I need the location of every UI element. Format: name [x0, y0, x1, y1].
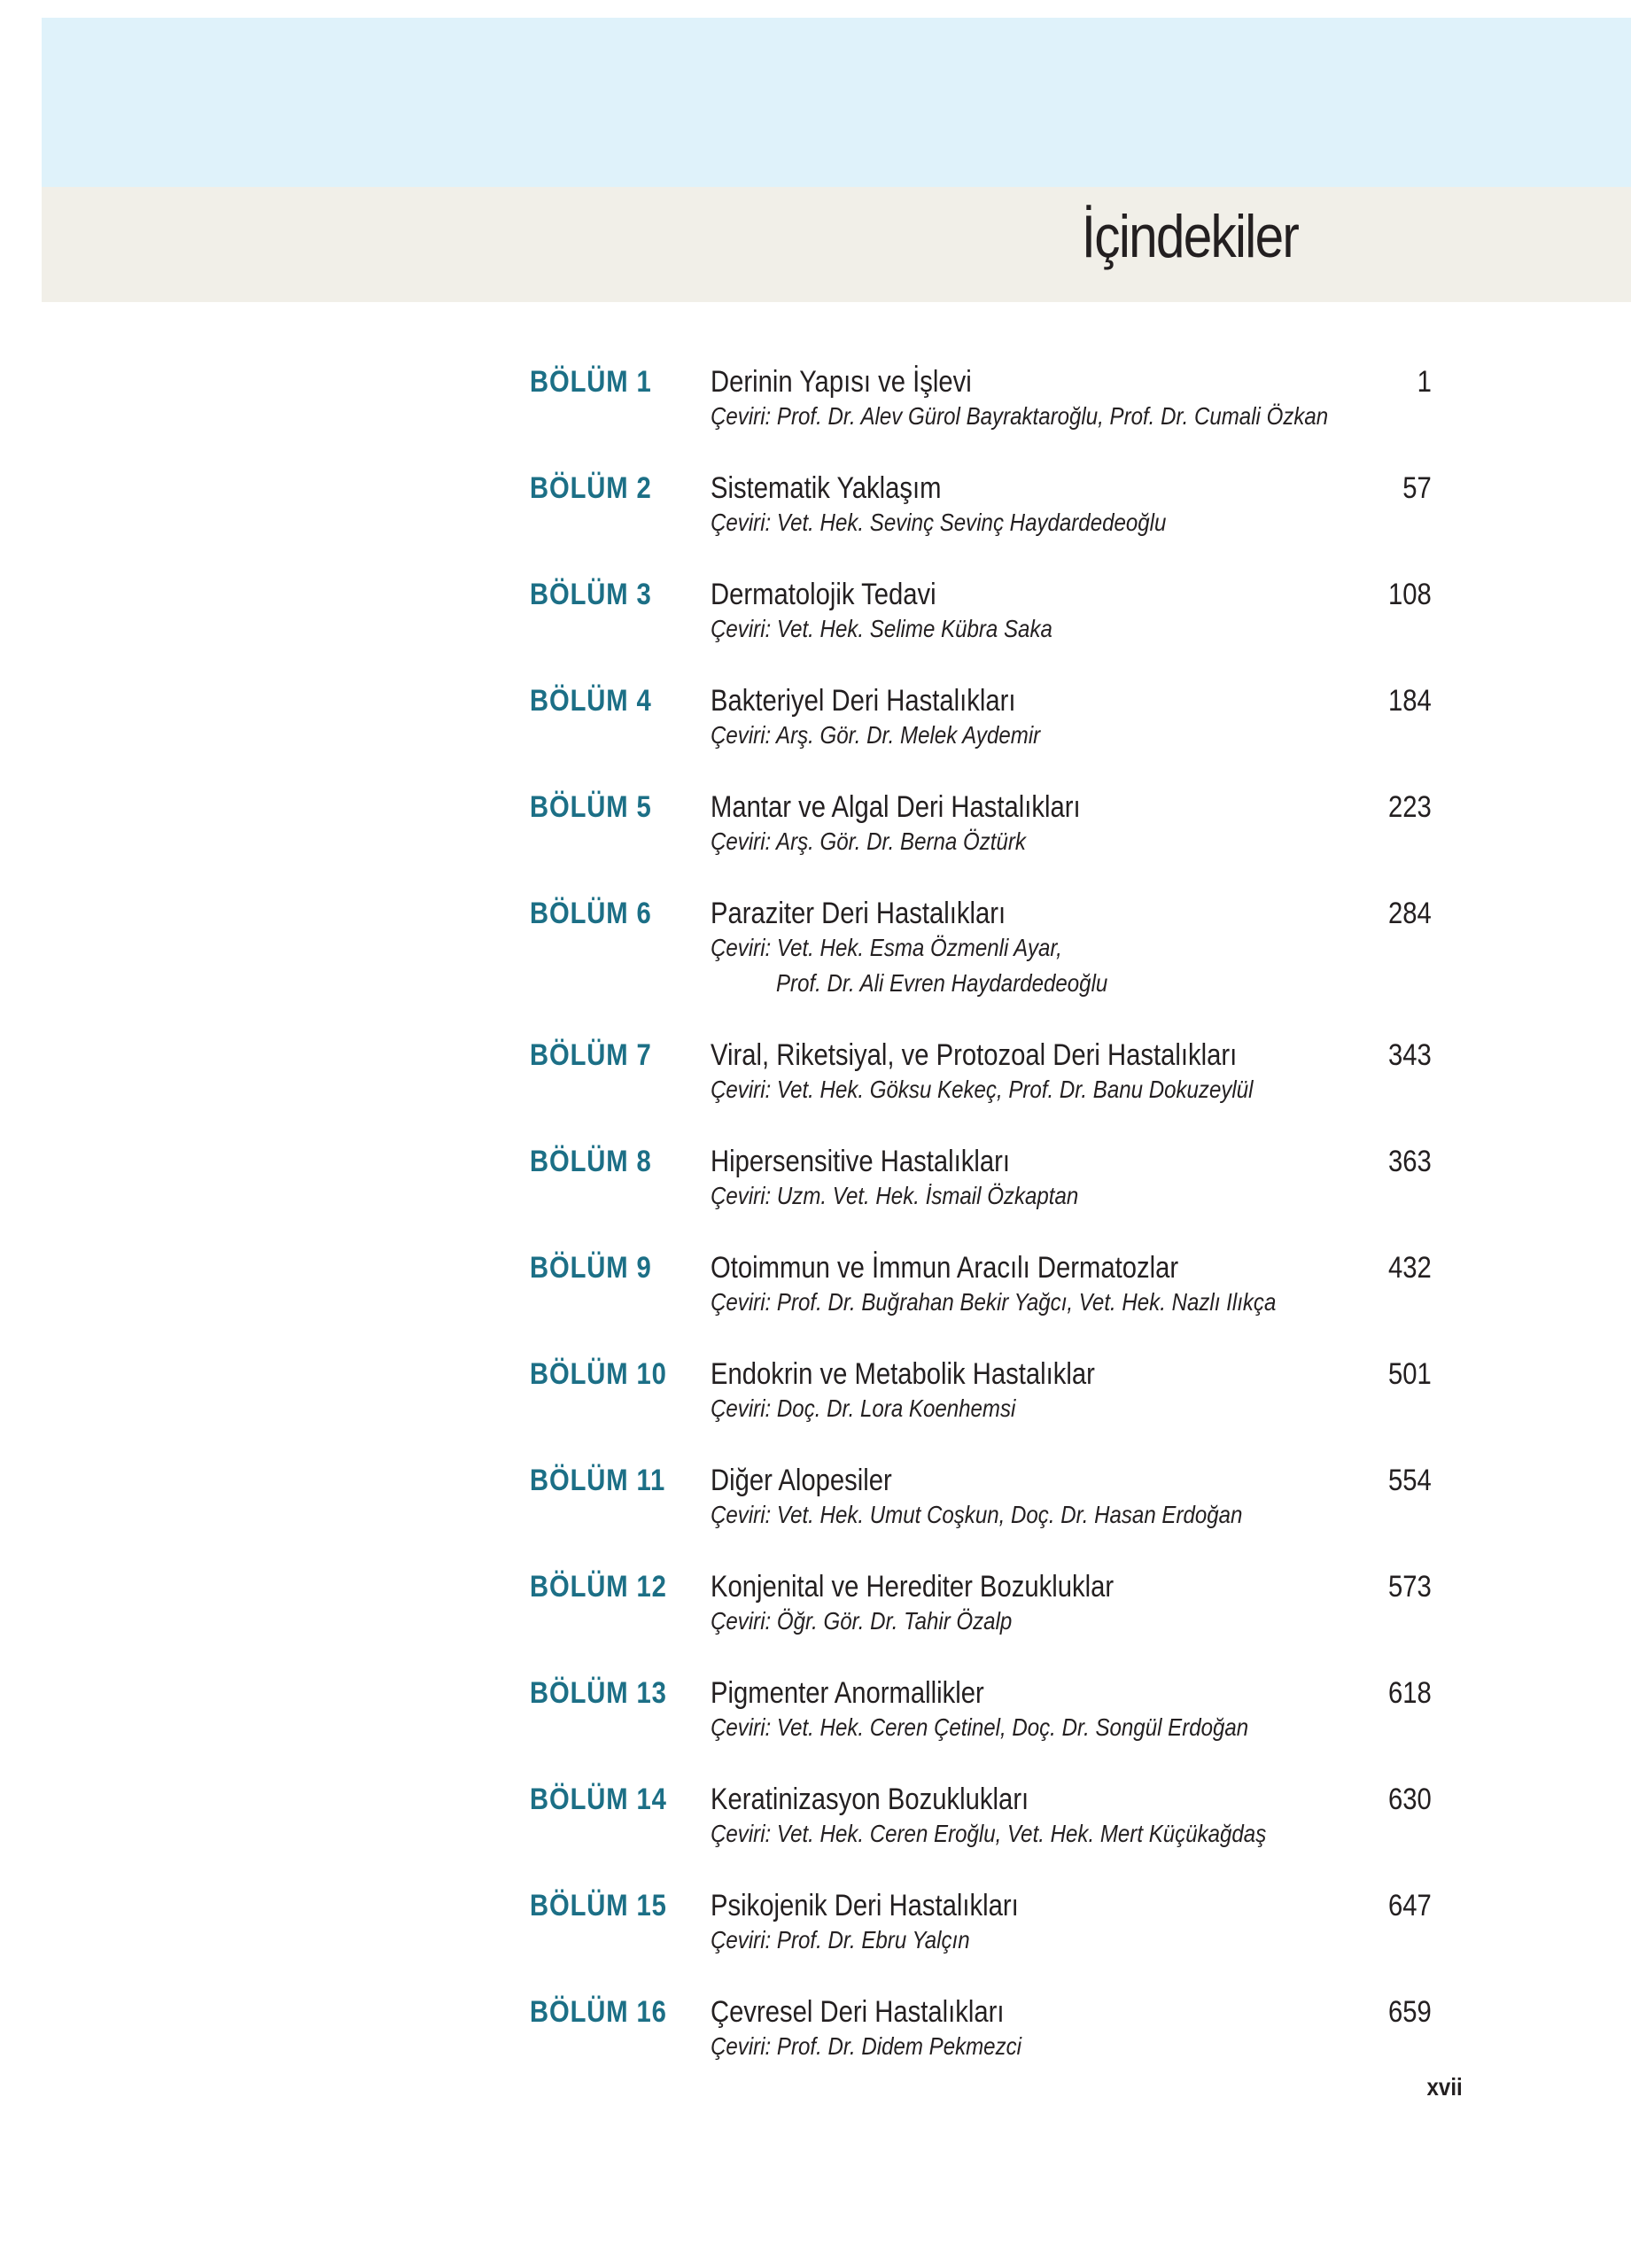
chapter-translator: Çeviri: Prof. Dr. Alev Gürol Bayraktaroğlu, Prof. Dr. Cumali Özkan [711, 402, 1329, 430]
chapter-page-number: 343 [1388, 1038, 1432, 1072]
chapter-title: Endokrin ve Metabolik Hastalıklar [711, 1357, 1095, 1391]
chapter-title: Otoimmun ve İmmun Aracılı Dermatozlar [711, 1251, 1179, 1285]
chapter-page-number: 501 [1388, 1357, 1432, 1391]
chapter-page-number: 554 [1388, 1464, 1432, 1497]
chapter-page-number: 1 [1417, 365, 1432, 399]
chapter-title: Mantar ve Algal Deri Hastalıkları [711, 790, 1081, 824]
chapter-label: BÖLÜM 11 [530, 1464, 666, 1497]
chapter-page-number: 630 [1388, 1783, 1432, 1816]
chapter-label: BÖLÜM 14 [530, 1783, 667, 1816]
chapter-label: BÖLÜM 4 [530, 684, 652, 718]
page-number: xvii [1426, 2073, 1463, 2101]
chapter-translator: Çeviri: Vet. Hek. Umut Coşkun, Doç. Dr. Hasan Erdoğan [711, 1501, 1243, 1528]
chapter-title: Diğer Alopesiler [711, 1464, 892, 1497]
chapter-translator: Çeviri: Prof. Dr. Didem Pekmezci [711, 2032, 1022, 2060]
chapter-title: Konjenital ve Herediter Bozukluklar [711, 1570, 1115, 1604]
chapter-label: BÖLÜM 3 [530, 578, 652, 611]
chapter-label: BÖLÜM 16 [530, 1995, 667, 2029]
chapter-title: Bakteriyel Deri Hastalıkları [711, 684, 1016, 718]
chapter-page-number: 659 [1388, 1995, 1432, 2029]
chapter-page-number: 223 [1388, 790, 1432, 824]
chapter-translator: Çeviri: Doç. Dr. Lora Koenhemsi [711, 1394, 1016, 1422]
chapter-translator: Çeviri: Arş. Gör. Dr. Melek Aydemir [711, 721, 1041, 749]
chapter-translator: Çeviri: Vet. Hek. Ceren Çetinel, Doç. Dr. Songül Erdoğan [711, 1713, 1249, 1741]
chapter-translator: Çeviri: Öğr. Gör. Dr. Tahir Özalp [711, 1607, 1013, 1635]
page-title: İçindekiler [1081, 203, 1298, 270]
chapter-translator: Prof. Dr. Ali Evren Haydardedeoğlu [776, 969, 1108, 997]
header-title-band [42, 187, 1631, 302]
chapter-page-number: 432 [1388, 1251, 1432, 1285]
chapter-page-number: 363 [1388, 1145, 1432, 1178]
chapter-title: Derinin Yapısı ve İşlevi [711, 365, 972, 399]
chapter-label: BÖLÜM 5 [530, 790, 652, 824]
header-top-band [42, 18, 1631, 187]
chapter-translator: Çeviri: Vet. Hek. Selime Kübra Saka [711, 615, 1052, 642]
chapter-title: Dermatolojik Tedavi [711, 578, 936, 611]
chapter-title: Keratinizasyon Bozuklukları [711, 1783, 1029, 1816]
chapter-title: Psikojenik Deri Hastalıkları [711, 1889, 1019, 1922]
chapter-title: Paraziter Deri Hastalıkları [711, 897, 1006, 930]
chapter-translator: Çeviri: Arş. Gör. Dr. Berna Öztürk [711, 827, 1026, 855]
chapter-label: BÖLÜM 2 [530, 471, 652, 505]
chapter-translator: Çeviri: Vet. Hek. Göksu Kekeç, Prof. Dr. Banu Dokuzeylül [711, 1076, 1254, 1103]
chapter-title: Pigmenter Anormallikler [711, 1676, 984, 1710]
chapter-translator: Çeviri: Prof. Dr. Buğrahan Bekir Yağcı, Vet. Hek. Nazlı Ilıkça [711, 1288, 1277, 1316]
chapter-label: BÖLÜM 13 [530, 1676, 667, 1710]
chapter-page-number: 108 [1388, 578, 1432, 611]
chapter-label: BÖLÜM 6 [530, 897, 652, 930]
chapter-page-number: 184 [1388, 684, 1432, 718]
chapter-label: BÖLÜM 9 [530, 1251, 652, 1285]
chapter-label: BÖLÜM 1 [530, 365, 652, 399]
chapter-translator: Çeviri: Prof. Dr. Ebru Yalçın [711, 1926, 970, 1953]
chapter-page-number: 573 [1388, 1570, 1432, 1604]
chapter-label: BÖLÜM 12 [530, 1570, 667, 1604]
chapter-translator: Çeviri: Vet. Hek. Sevinç Sevinç Haydardedeoğlu [711, 509, 1167, 536]
chapter-page-number: 57 [1402, 471, 1432, 505]
chapter-page-number: 618 [1388, 1676, 1432, 1710]
chapter-translator: Çeviri: Uzm. Vet. Hek. İsmail Özkaptan [711, 1182, 1079, 1209]
chapter-label: BÖLÜM 8 [530, 1145, 652, 1178]
chapter-translator: Çeviri: Vet. Hek. Ceren Eroğlu, Vet. Hek. Mert Küçükağdaş [711, 1820, 1267, 1847]
chapter-title: Çevresel Deri Hastalıkları [711, 1995, 1005, 2029]
chapter-label: BÖLÜM 7 [530, 1038, 652, 1072]
chapter-title: Viral, Riketsiyal, ve Protozoal Deri Hastalıkları [711, 1038, 1238, 1072]
chapter-title: Hipersensitive Hastalıkları [711, 1145, 1011, 1178]
chapter-page-number: 647 [1388, 1889, 1432, 1922]
chapter-label: BÖLÜM 15 [530, 1889, 667, 1922]
chapter-label: BÖLÜM 10 [530, 1357, 667, 1391]
chapter-page-number: 284 [1388, 897, 1432, 930]
chapter-translator: Çeviri: Vet. Hek. Esma Özmenli Ayar, [711, 934, 1062, 961]
chapter-title: Sistematik Yaklaşım [711, 471, 942, 505]
